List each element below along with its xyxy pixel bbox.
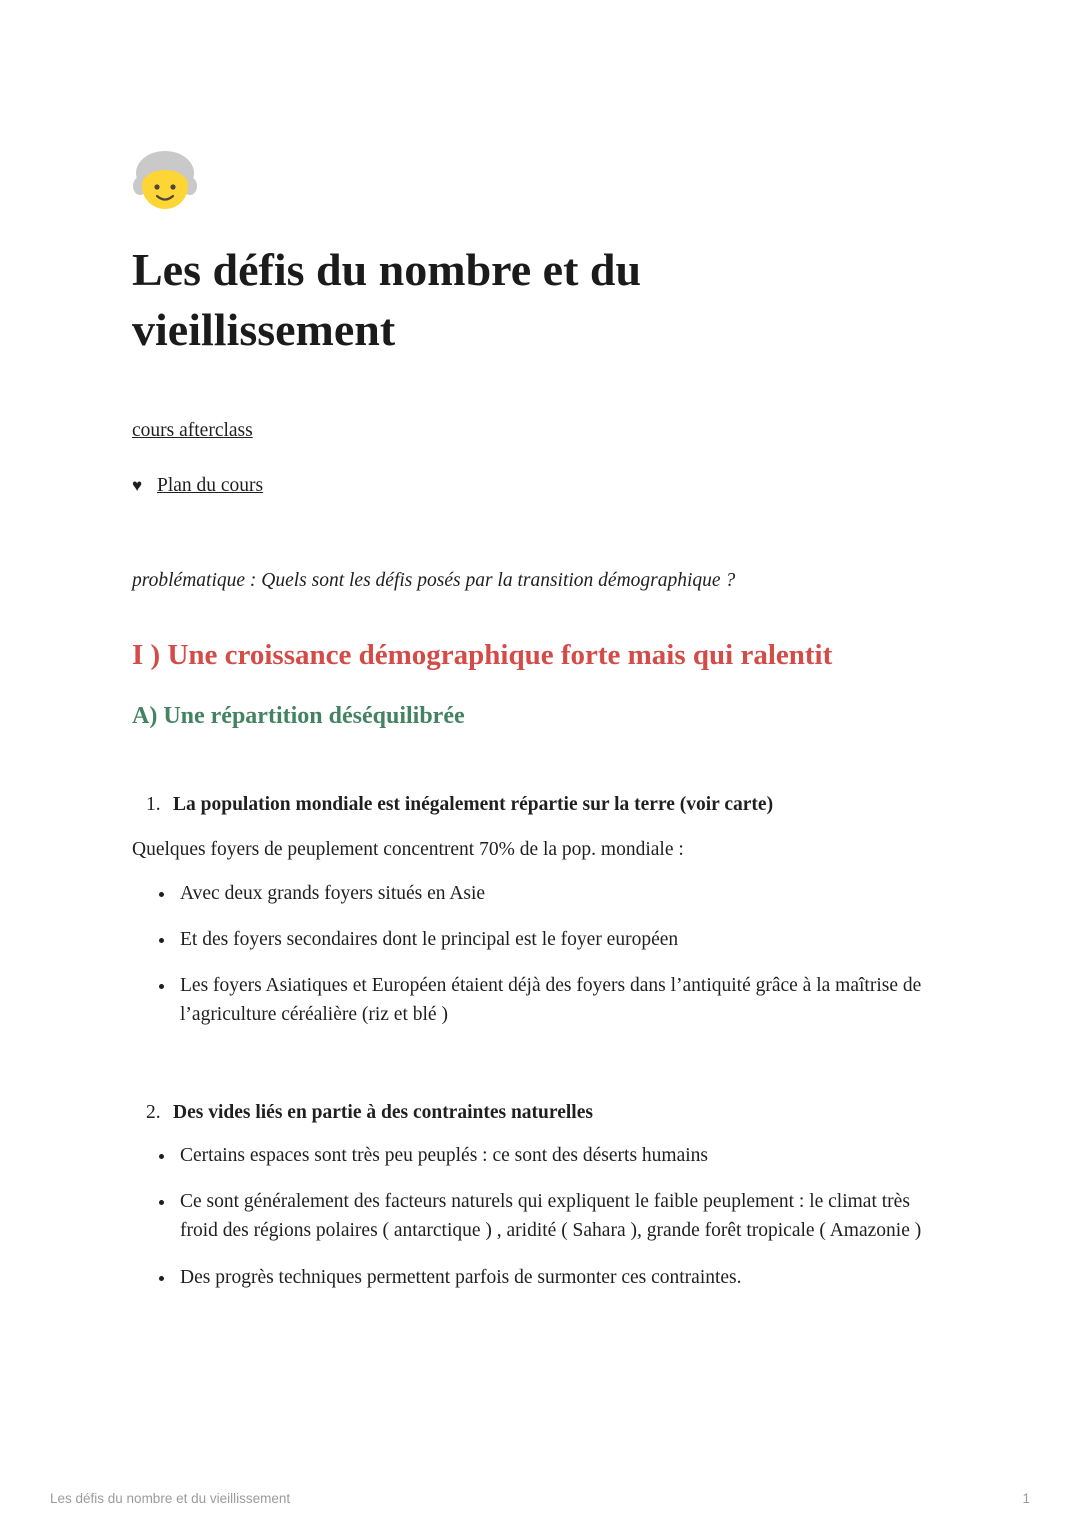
- subsection-heading-a: A) Une répartition déséquilibrée: [132, 703, 465, 730]
- footer-page-number: 1: [1022, 1491, 1030, 1506]
- footer-document-title: Les défis du nombre et du vieillissement: [50, 1491, 291, 1506]
- list-item: • Des progrès techniques permettent parfois de surmonter ces contraintes.: [176, 1263, 945, 1292]
- page-title: Les défis du nombre et du vieillissement: [132, 244, 642, 355]
- numbered-item-1-number: 1.: [146, 794, 161, 816]
- list-item: • Et des foyers secondaires dont le principal est le foyer européen: [176, 925, 945, 954]
- page-footer: [0, 1491, 1080, 1506]
- plan-du-cours-line: [132, 471, 945, 500]
- list-item: • Certains espaces sont très peu peuplés : ce sont des déserts humains: [176, 1141, 945, 1170]
- numbered-item-2-number: 2.: [146, 1101, 161, 1123]
- list-item: • Les foyers Asiatiques et Européen étaient déjà des foyers dans l’antiquité grâce à la maîtrise de l’agriculture céréalière (riz et blé ): [176, 971, 945, 1030]
- bullet-list-1: [132, 879, 945, 1030]
- page-emoji-icon: [132, 148, 198, 214]
- list-item: • Avec deux grands foyers situés en Asie: [176, 879, 945, 908]
- section-heading-i: I ) Une croissance démographique forte mais qui ralentit: [132, 639, 833, 672]
- bullet-list-2: [132, 1141, 945, 1292]
- older-person-emoji-icon: [132, 148, 198, 214]
- cours-afterclass-line: [132, 416, 945, 445]
- plan-du-cours-link[interactable]: Plan du cours: [156, 474, 264, 496]
- heart-icon: ♥: [132, 475, 143, 495]
- list-item: • Ce sont généralement des facteurs naturels qui expliquent le faible peuplement : le climat très froid des régions polaires ( antarctique ) , aridité ( Sahara ), grande forêt tropicale ( Amazonie ): [176, 1187, 945, 1246]
- item-1-intro-paragraph: Quelques foyers de peuplement concentrent 70% de la pop. mondiale :: [132, 839, 684, 861]
- numbered-item-1: [132, 790, 945, 819]
- cours-afterclass-link[interactable]: cours afterclass: [132, 419, 253, 441]
- numbered-item-2: [132, 1098, 945, 1127]
- problematique-text: problématique : Quels sont les défis posés par la transition démographique ?: [132, 570, 736, 592]
- numbered-item-1-title: La population mondiale est inégalement répartie sur la terre (voir carte): [173, 794, 774, 816]
- numbered-item-2-title: Des vides liés en partie à des contraintes naturelles: [173, 1101, 593, 1123]
